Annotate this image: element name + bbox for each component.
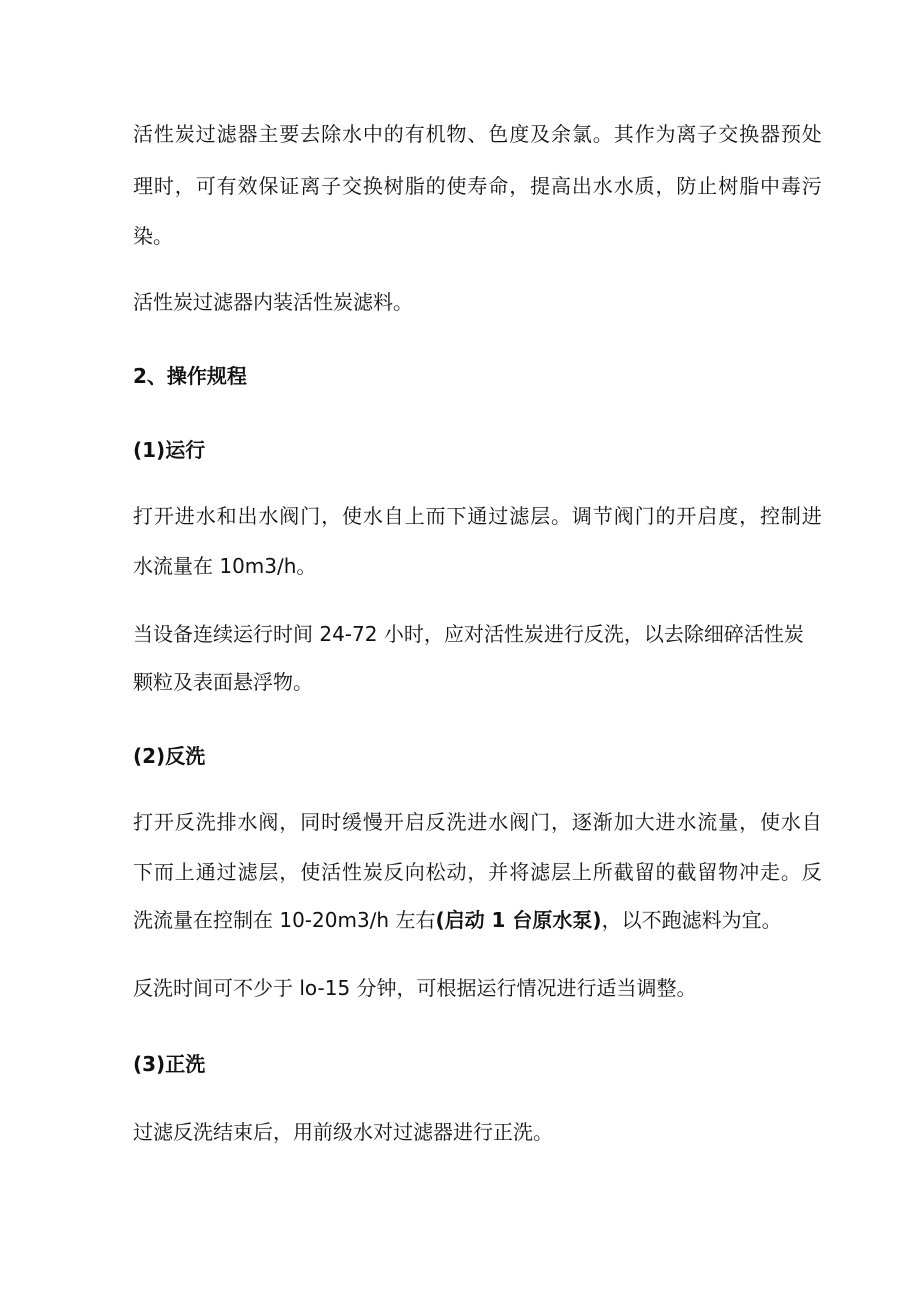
backwash-paragraph-1-line-3 [133,906,782,934]
backwash-paragraph-2: 反洗时间可不少于 lo-15 分钟，可根据运行情况进行适当调整。 [133,976,697,1000]
run-paragraph-1-line-1: 打开进水和出水阀门，使水自上而下通过滤层。调节阀门的开启度，控制进 [133,504,823,528]
backwash-paragraph-1-line-1: 打开反洗排水阀，同时缓慢开启反洗进水阀门，逐渐加大进水流量，使水自 [133,810,823,834]
intro-line-1: 活性炭过滤器主要去除水中的有机物、色度及余氯。其作为离子交换器预处 [133,122,823,146]
intro-line-2: 理时，可有效保证离子交换树脂的使寿命，提高出水水质，防止树脂中毒污 [133,174,823,198]
section-2-title: 2、操作规程 [133,364,247,388]
rinse-title: (3)正洗 [133,1052,206,1076]
backwash-title: (2)反洗 [133,744,206,768]
run-title: (1)运行 [133,438,206,462]
backwash-paragraph-1-line-2: 下而上通过滤层，使活性炭反向松动，并将滤层上所截留的截留物冲走。反 [133,860,823,884]
run-paragraph-1-line-2: 水流量在 10m3∕h。 [133,554,317,578]
backwash-flow-tail: ，以不跑滤料为宜。 [601,908,782,932]
backwash-flow-text: 洗流量在控制在 10-20m3∕h 左右 [133,908,436,932]
filter-material-text: 活性炭过滤器内装活性炭滤料。 [133,290,413,314]
backwash-pump-note: (启动 1 台原水泵) [435,908,602,932]
intro-line-3: 染。 [133,224,173,248]
run-paragraph-2-line-1: 当设备连续运行时间 24-72 小时，应对活性炭进行反洗，以去除细碎活性炭 [133,622,804,646]
run-paragraph-2-line-2: 颗粒及表面悬浮物。 [133,670,313,694]
rinse-paragraph-1: 过滤反洗结束后，用前级水对过滤器进行正洗。 [133,1120,553,1144]
